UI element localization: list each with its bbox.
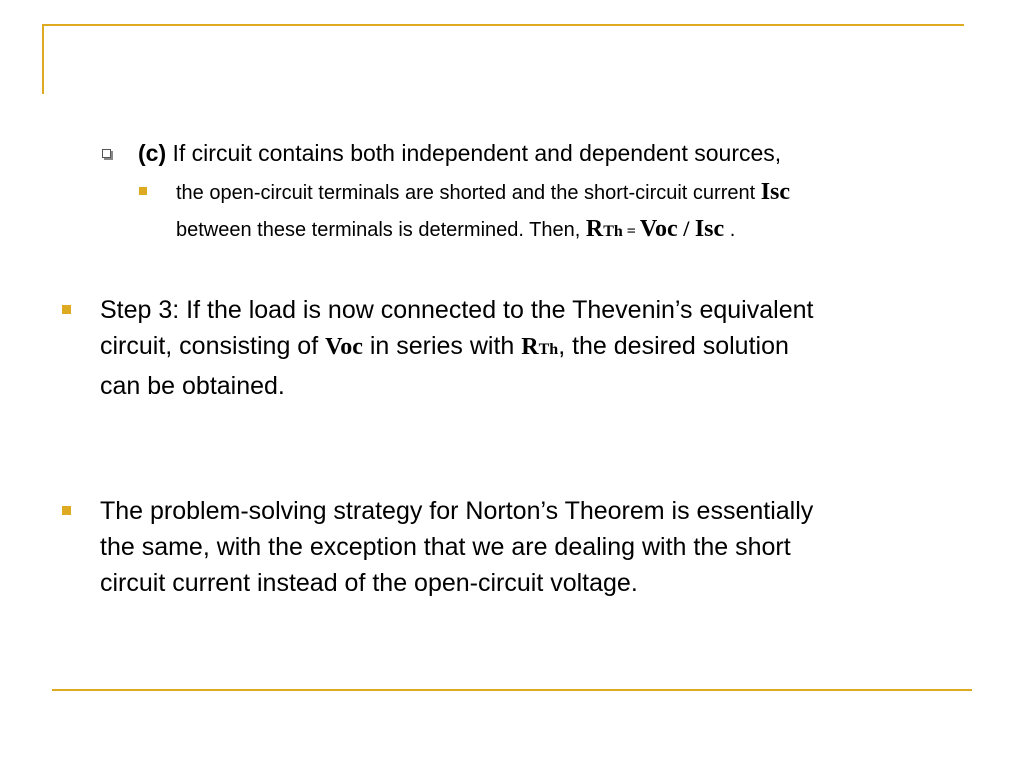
item-c-body: If circuit contains both independent and dependent sources,	[166, 140, 782, 166]
square-bullet-icon	[62, 305, 71, 314]
th-subscript: Th	[603, 223, 623, 240]
item-c-label: (c)	[138, 140, 167, 166]
th-subscript: Th	[538, 341, 559, 358]
bullet-item-c-sub	[176, 175, 976, 249]
item-c-sub-text-1: the open-circuit terminals are shorted and the short-circuit current	[176, 182, 761, 204]
square-bullet-icon	[62, 506, 71, 515]
equals-sign: =	[622, 223, 640, 240]
step3-line-3: can be obtained.	[100, 372, 285, 400]
isc-symbol: Isc	[760, 179, 791, 205]
bullet-step-3	[100, 292, 980, 404]
item-c-sub-line-2	[176, 211, 976, 249]
slash-sign: /	[677, 216, 695, 241]
hollow-square-bullet-icon	[102, 149, 111, 158]
step3-line-2	[100, 328, 980, 368]
norton-line-3: circuit current instead of the open-circuit voltage.	[100, 569, 638, 597]
step3-line-1: Step 3: If the load is now connected to the Thevenin’s equivalent	[100, 296, 814, 324]
norton-line-1: The problem-solving strategy for Norton’s Theorem is essentially	[100, 497, 814, 525]
r-symbol: R	[521, 334, 539, 360]
norton-line-2: the same, with the exception that we are dealing with the short	[100, 533, 791, 561]
voc-symbol: Voc	[639, 216, 678, 242]
bullet-item-c	[138, 137, 978, 169]
step3-text-2: circuit, consisting of	[100, 332, 326, 360]
isc-symbol-2: Isc	[694, 216, 725, 242]
r-symbol: R	[585, 216, 604, 242]
item-c-sub-line-1	[176, 175, 976, 211]
square-bullet-icon	[139, 187, 147, 195]
item-c-sub-text-2: between these terminals is determined. Then,	[176, 219, 586, 241]
period: .	[724, 219, 736, 241]
step3-text-4: , the desired solution	[558, 332, 789, 360]
step3-text-3: in series with	[362, 332, 522, 360]
voc-symbol: Voc	[325, 334, 363, 360]
bullet-norton	[100, 493, 980, 601]
item-c-text	[138, 137, 978, 169]
